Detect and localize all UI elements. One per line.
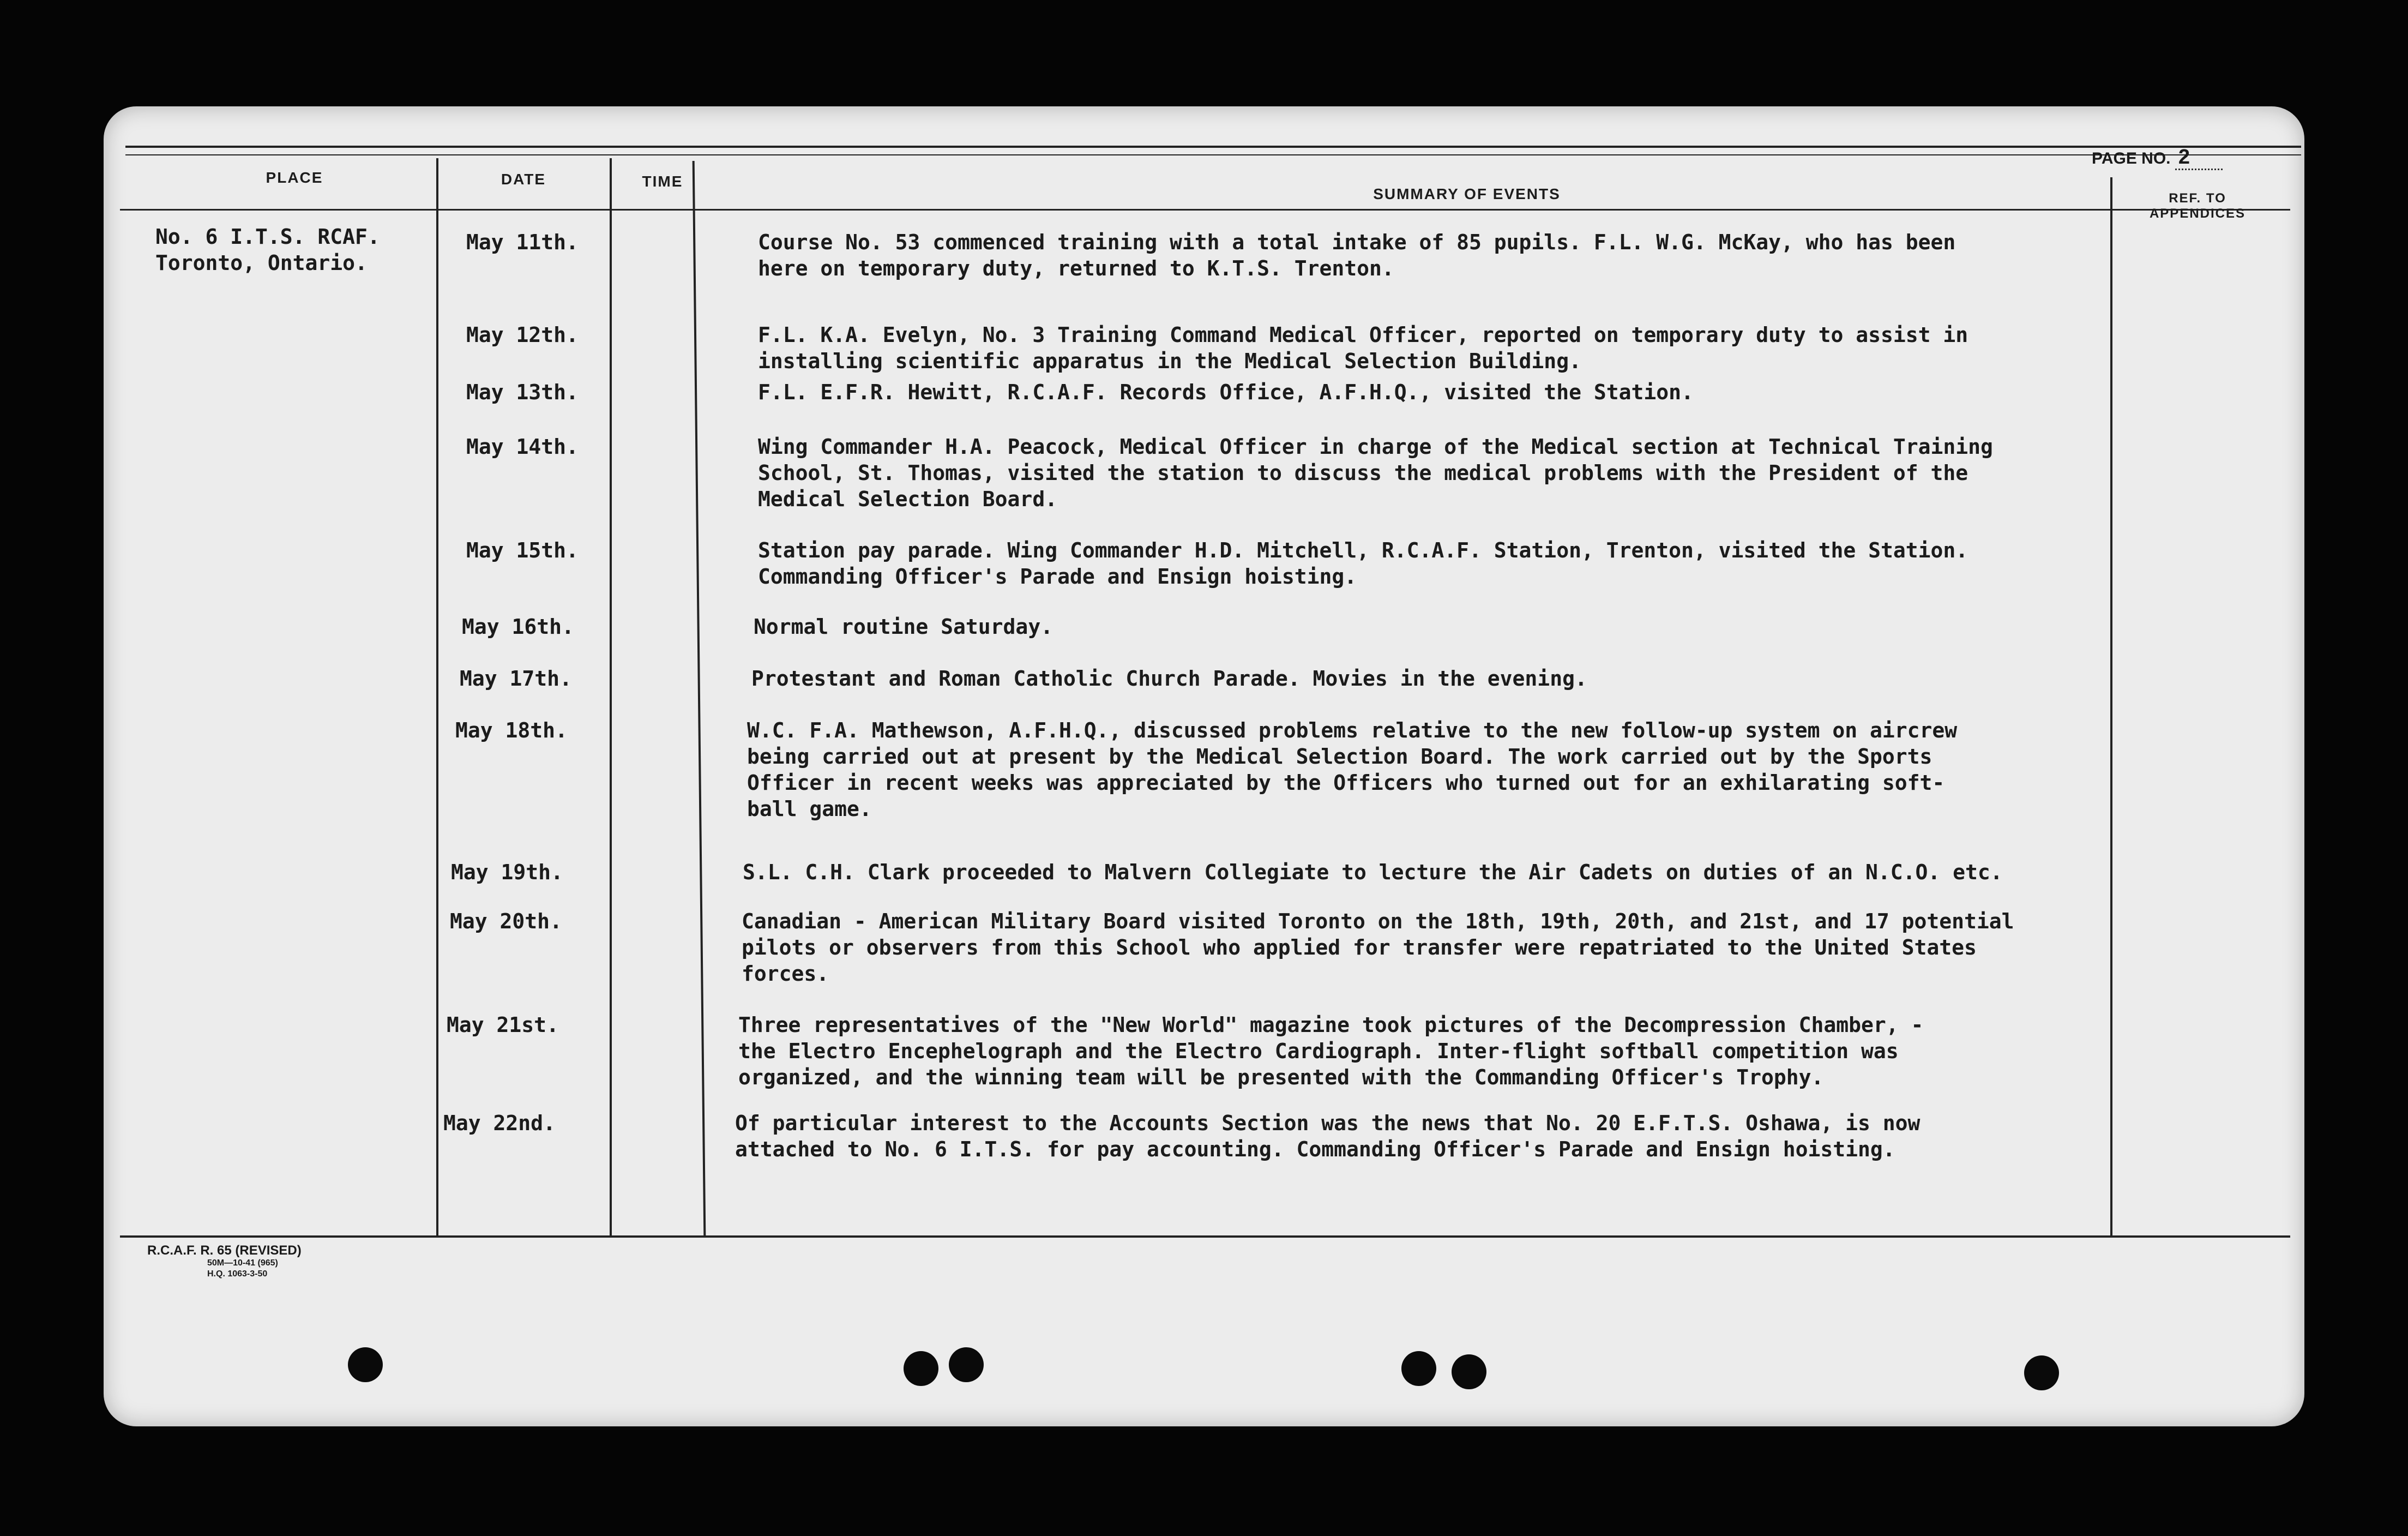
entry-date: May 16th. — [462, 615, 574, 639]
place-entry — [155, 224, 380, 276]
punch-hole — [2024, 1355, 2059, 1390]
entry-summary — [738, 1012, 1923, 1090]
entry-summary — [758, 434, 1993, 512]
entry-summary-line: ball game. — [747, 797, 872, 821]
header-rule — [120, 209, 2290, 211]
column-divider — [2110, 177, 2112, 1235]
entry-summary-line: forces. — [742, 962, 829, 986]
place-line-1: No. 6 I.T.S. RCAF. — [155, 225, 380, 249]
entry-date: May 13th. — [466, 380, 579, 404]
form-number: R.C.A.F. R. 65 (REVISED) — [147, 1243, 302, 1258]
entry-summary-line: Protestant and Roman Catholic Church Parade. Movies in the evening. — [751, 667, 1587, 691]
entry-summary-line: School, St. Thomas, visited the station to discuss the medical problems with the President of the — [758, 461, 1968, 485]
entry-summary-line: Commanding Officer's Parade and Ensign hoisting. — [758, 565, 1357, 589]
entry-date: May 14th. — [466, 435, 579, 459]
entry-date: May 18th. — [455, 718, 568, 742]
entry-summary — [751, 665, 1587, 692]
entry-summary — [758, 322, 1968, 374]
punch-hole — [904, 1351, 938, 1386]
top-rule — [125, 146, 2301, 148]
place-line-2: Toronto, Ontario. — [155, 251, 368, 275]
entry-summary-line: Medical Selection Board. — [758, 487, 1058, 511]
entry-summary-line: Wing Commander H.A. Peacock, Medical Officer in charge of the Medical section at Technical Training — [758, 435, 1993, 459]
entry-date: May 20th. — [450, 909, 562, 933]
entry-summary-line: Normal routine Saturday. — [754, 615, 1054, 639]
entry-date: May 22nd. — [443, 1111, 556, 1135]
column-divider — [610, 158, 612, 1235]
entry-summary-line: being carried out at present by the Medical Selection Board. The work carried out by the Sports — [747, 745, 1933, 769]
column-header-place: PLACE — [266, 169, 323, 186]
column-header-time: TIME — [642, 173, 683, 190]
entry-summary-line: Officer in recent weeks was appreciated by the Officers who turned out for an exhilarating soft- — [747, 771, 1945, 795]
entry-summary — [742, 908, 2014, 987]
entry-date: May 17th. — [460, 667, 572, 691]
form-print-line: 50M—10-41 (965) — [207, 1258, 278, 1268]
column-divider — [693, 161, 706, 1235]
entry-summary-line: F.L. E.F.R. Hewitt, R.C.A.F. Records Office, A.F.H.Q., visited the Station. — [758, 380, 1694, 404]
page-number-value: 2 — [2175, 146, 2223, 170]
entry-summary-line: Station pay parade. Wing Commander H.D. Mitchell, R.C.A.F. Station, Trenton, visited the Station. — [758, 538, 1968, 562]
entry-date: May 15th. — [466, 538, 579, 562]
form-number-block — [147, 1244, 302, 1280]
column-header-ref: REF. TO APPENDICES — [2149, 191, 2246, 221]
entry-summary — [735, 1110, 1920, 1162]
entry-summary-line: F.L. K.A. Evelyn, No. 3 Training Command Medical Officer, reported on temporary duty to assist in — [758, 323, 1968, 347]
entry-summary-line: installing scientific apparatus in the Medical Selection Building. — [758, 349, 1581, 373]
entry-summary — [758, 537, 1968, 590]
entry-date: May 19th. — [451, 860, 563, 884]
punch-hole — [949, 1347, 984, 1382]
entry-summary-line: pilots or observers from this School who applied for transfer were repatriated to the United States — [742, 935, 1977, 959]
entry-summary-line: here on temporary duty, returned to K.T.S. Trenton. — [758, 256, 1394, 280]
entry-summary — [758, 229, 1955, 281]
punch-hole — [348, 1347, 383, 1382]
entry-summary-line: attached to No. 6 I.T.S. for pay accounting. Commanding Officer's Parade and Ensign hoisting. — [735, 1137, 1895, 1161]
bottom-rule — [120, 1235, 2290, 1238]
entry-summary — [754, 614, 1053, 640]
entry-date: May 12th. — [466, 323, 579, 347]
entry-summary — [747, 717, 1957, 822]
entry-summary-line: Canadian - American Military Board visited Toronto on the 18th, 19th, 20th, and 21st, and 17 potential — [742, 909, 2014, 933]
entry-summary — [743, 859, 2003, 885]
column-header-summary: SUMMARY OF EVENTS — [1373, 185, 1561, 202]
page-number — [2092, 146, 2223, 169]
diary-form-page — [104, 106, 2304, 1426]
punch-hole — [1401, 1351, 1436, 1386]
entry-summary-line: the Electro Encephelograph and the Electro Cardiograph. Inter-flight softball competition was — [738, 1039, 1899, 1063]
column-divider — [436, 158, 438, 1235]
entry-date: May 11th. — [466, 230, 579, 254]
page-number-label: PAGE NO. — [2092, 149, 2171, 167]
entry-summary-line: Three representatives of the "New World" magazine took pictures of the Decompression Chamber, - — [738, 1013, 1924, 1037]
form-hq-line: H.Q. 1063-3-50 — [207, 1269, 268, 1279]
entry-date: May 21st. — [447, 1013, 559, 1037]
punch-hole — [1452, 1354, 1486, 1389]
entry-summary-line: Of particular interest to the Accounts Section was the news that No. 20 E.F.T.S. Oshawa, is now — [735, 1111, 1921, 1135]
entry-summary-line: W.C. F.A. Mathewson, A.F.H.Q., discussed problems relative to the new follow-up system on aircrew — [747, 718, 1958, 742]
entry-summary-line: organized, and the winning team will be presented with the Commanding Officer's Trophy. — [738, 1065, 1824, 1089]
entry-summary — [758, 379, 1694, 405]
entry-summary-line: Course No. 53 commenced training with a total intake of 85 pupils. F.L. W.G. McKay, who has been — [758, 230, 1956, 254]
top-rule-2 — [125, 154, 2301, 155]
column-header-date: DATE — [501, 171, 546, 188]
entry-summary-line: S.L. C.H. Clark proceeded to Malvern Collegiate to lecture the Air Cadets on duties of an N.C.O. etc. — [743, 860, 2003, 884]
